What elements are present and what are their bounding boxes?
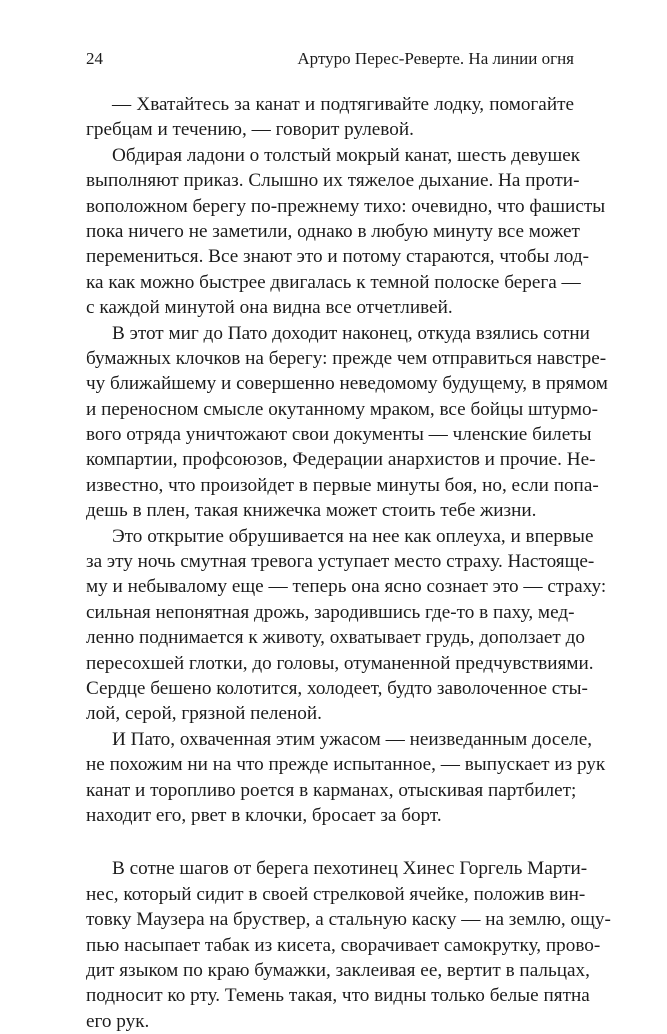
paragraph xyxy=(86,856,611,1034)
text-line: дит языком по краю бумажки, заклеивая ее, вертит в пальцах, xyxy=(86,959,590,981)
text-line: ленно поднимается к животу, охватывает грудь, доползает до xyxy=(86,627,585,649)
body-text xyxy=(86,92,611,1034)
text-line: чу ближайшему и совершенно неведомому будущему, в прямом xyxy=(86,373,608,395)
text-line: лой, серой, грязной пеленой. xyxy=(86,703,322,725)
text-line: нес, который сидит в своей стрелковой ячейке, положив вин- xyxy=(86,883,586,905)
text-line: пью насыпает табак из кисета, сворачивает самокрутку, прово- xyxy=(86,934,601,956)
text-line: В этот миг до Пато доходит наконец, откуда взялись сотни xyxy=(112,322,590,344)
text-line: известно, что произойдет в первые минуты боя, но, если попа- xyxy=(86,474,599,496)
text-line: его рук. xyxy=(86,1010,150,1032)
text-line: дешь в плен, такая книжечка может стоить тебе жизни. xyxy=(86,500,537,522)
text-line: канат и торопливо роется в карманах, отыскивая партбилет; xyxy=(86,779,577,801)
text-line: Сердце бешено колотится, холодеет, будто заволоченное сты- xyxy=(86,677,588,699)
text-line: вого отряда уничтожают свои документы — членские билеты xyxy=(86,424,592,446)
text-line: му и небывалому еще — теперь она ясно сознает это — страху: xyxy=(86,576,607,598)
running-title: Артуро Перес-Реверте. На линии огня xyxy=(297,49,574,68)
text-line: Обдирая ладони о толстый мокрый канат, шесть девушек xyxy=(112,144,581,166)
text-line: сильная непонятная дрожь, зародившись где-то в паху, мед- xyxy=(86,601,575,623)
text-line: и переносном смысле окутанному мраком, все бойцы штурмо- xyxy=(86,398,598,420)
text-line: В сотне шагов от берега пехотинец Хинес Горгель Марти- xyxy=(112,858,588,880)
page-header xyxy=(86,48,574,70)
paragraph xyxy=(86,321,608,524)
text-line: воположном берегу по-прежнему тихо: очевидно, что фашисты xyxy=(86,195,606,217)
text-line: находит его, рвет в клочки, бросает за борт. xyxy=(86,804,442,826)
paragraph xyxy=(86,92,574,143)
paragraph xyxy=(86,524,607,727)
paragraph xyxy=(86,143,606,321)
text-line: перемениться. Все знают это и потому стараются, чтобы лод- xyxy=(86,246,589,268)
text-line: пересохшей глотки, до головы, отуманенной предчувствиями. xyxy=(86,652,594,674)
text-line: И Пато, охваченная этим ужасом — неизведанным доселе, xyxy=(112,728,593,750)
text-line: пока ничего не заметили, однако в любую минуту все может xyxy=(86,220,580,242)
text-line: бумажных клочков на берегу: прежде чем отправиться навстре- xyxy=(86,347,607,369)
text-line: выполняют приказ. Слышно их тяжелое дыхание. На проти- xyxy=(86,170,580,192)
text-line: с каждой минутой она видна все отчетливей. xyxy=(86,297,453,319)
text-line: компартии, профсоюзов, Федерации анархистов и прочие. Не- xyxy=(86,449,596,471)
section-break xyxy=(86,828,574,856)
page-number: 24 xyxy=(86,49,103,68)
text-line: за эту ночь смутная тревога уступает место страху. Настояще- xyxy=(86,551,595,573)
text-line: подносит ко рту. Темень такая, что видны только белые пятна xyxy=(86,985,590,1007)
text-line: Это открытие обрушивается на нее как оплеуха, и впервые xyxy=(112,525,594,547)
text-line: товку Маузера на бруствер, а стальную каску — на землю, ощу- xyxy=(86,909,611,931)
paragraph xyxy=(86,727,606,829)
text-line: — Хватайтесь за канат и подтягивайте лодку, помогайте xyxy=(112,94,574,115)
text-line: ка как можно быстрее двигалась к темной полоске берега — xyxy=(86,271,581,293)
text-line: гребцам и течению, — говорит рулевой. xyxy=(86,119,414,141)
text-line: не похожим ни на что прежде испытанное, — выпускает из рук xyxy=(86,754,606,776)
